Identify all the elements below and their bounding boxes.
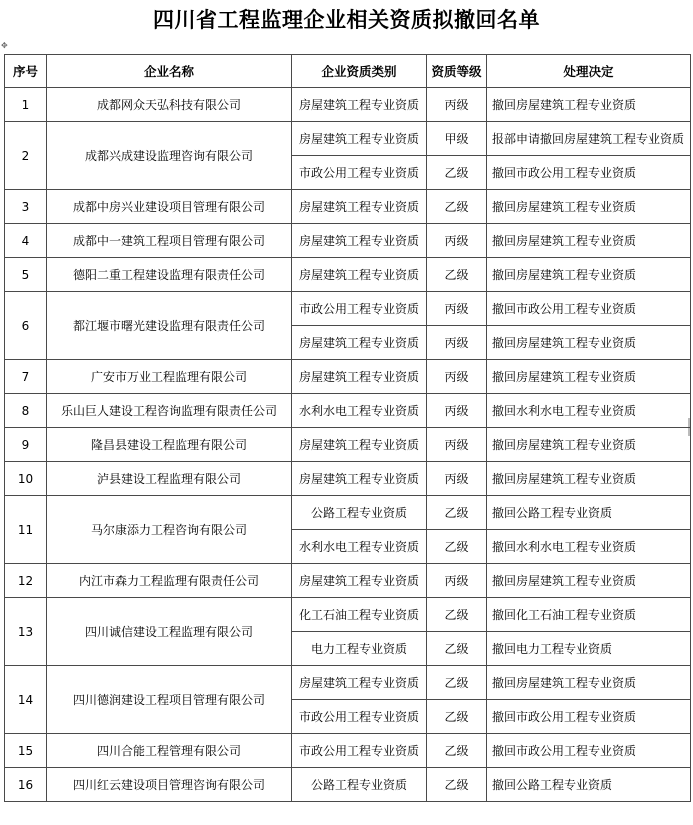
table-row	[5, 564, 691, 598]
cell-no: 16	[5, 768, 47, 802]
cell-company-name: 都江堰市曙光建设监理有限责任公司	[47, 292, 292, 360]
cell-category: 水利水电工程专业资质	[292, 530, 427, 564]
cell-category: 房屋建筑工程专业资质	[292, 564, 427, 598]
cell-decision: 撤回房屋建筑工程专业资质	[487, 224, 691, 258]
header-grade: 资质等级	[427, 55, 487, 88]
table-row	[5, 88, 691, 122]
table-row	[5, 394, 691, 428]
cell-company-name: 马尔康添力工程咨询有限公司	[47, 496, 292, 564]
cell-no: 11	[5, 496, 47, 564]
cell-category: 市政公用工程专业资质	[292, 700, 427, 734]
cell-decision: 撤回市政公用工程专业资质	[487, 700, 691, 734]
cell-grade: 丙级	[427, 326, 487, 360]
cell-no: 8	[5, 394, 47, 428]
cell-company-name: 内江市森力工程监理有限责任公司	[47, 564, 292, 598]
cell-category: 房屋建筑工程专业资质	[292, 190, 427, 224]
cell-grade: 丙级	[427, 224, 487, 258]
cell-category: 房屋建筑工程专业资质	[292, 258, 427, 292]
cell-company-name: 德阳二重工程建设监理有限责任公司	[47, 258, 292, 292]
cell-company-name: 成都网众天弘科技有限公司	[47, 88, 292, 122]
cell-category: 水利水电工程专业资质	[292, 394, 427, 428]
cell-grade: 丙级	[427, 292, 487, 326]
table-row	[5, 666, 691, 700]
cell-no: 14	[5, 666, 47, 734]
cell-category: 电力工程专业资质	[292, 632, 427, 666]
cell-no: 15	[5, 734, 47, 768]
cell-category: 房屋建筑工程专业资质	[292, 122, 427, 156]
cell-no: 10	[5, 462, 47, 496]
cell-no: 13	[5, 598, 47, 666]
cell-company-name: 成都兴成建设监理咨询有限公司	[47, 122, 292, 190]
cell-decision: 撤回房屋建筑工程专业资质	[487, 462, 691, 496]
cell-grade: 丙级	[427, 564, 487, 598]
page-title: 四川省工程监理企业相关资质拟撤回名单	[153, 8, 540, 32]
cell-grade: 丙级	[427, 88, 487, 122]
cell-no: 6	[5, 292, 47, 360]
anchor-icon: ✥	[1, 41, 8, 50]
cell-category: 房屋建筑工程专业资质	[292, 326, 427, 360]
cell-category: 市政公用工程专业资质	[292, 156, 427, 190]
cell-no: 7	[5, 360, 47, 394]
cell-company-name: 隆昌县建设工程监理有限公司	[47, 428, 292, 462]
cell-decision: 撤回房屋建筑工程专业资质	[487, 190, 691, 224]
cell-no: 2	[5, 122, 47, 190]
cell-decision: 撤回房屋建筑工程专业资质	[487, 258, 691, 292]
cell-decision: 撤回电力工程专业资质	[487, 632, 691, 666]
cell-company-name: 四川红云建设项目管理咨询有限公司	[47, 768, 292, 802]
cell-decision: 撤回水利水电工程专业资质	[487, 530, 691, 564]
table-row	[5, 122, 691, 156]
table-body	[5, 88, 691, 802]
cell-company-name: 成都中房兴业建设项目管理有限公司	[47, 190, 292, 224]
cell-category: 房屋建筑工程专业资质	[292, 666, 427, 700]
cell-category: 化工石油工程专业资质	[292, 598, 427, 632]
cell-grade: 丙级	[427, 462, 487, 496]
table-row	[5, 462, 691, 496]
cell-decision: 报部申请撤回房屋建筑工程专业资质	[487, 122, 691, 156]
cell-grade: 乙级	[427, 632, 487, 666]
cell-decision: 撤回房屋建筑工程专业资质	[487, 428, 691, 462]
table-row	[5, 734, 691, 768]
cell-company-name: 成都中一建筑工程项目管理有限公司	[47, 224, 292, 258]
cell-category: 房屋建筑工程专业资质	[292, 88, 427, 122]
table-row	[5, 768, 691, 802]
header-decision: 处理决定	[487, 55, 691, 88]
cell-category: 公路工程专业资质	[292, 496, 427, 530]
qualification-table	[4, 54, 691, 802]
cell-decision: 撤回水利水电工程专业资质	[487, 394, 691, 428]
cell-category: 房屋建筑工程专业资质	[292, 224, 427, 258]
cell-decision: 撤回房屋建筑工程专业资质	[487, 326, 691, 360]
cell-grade: 乙级	[427, 734, 487, 768]
cell-no: 1	[5, 88, 47, 122]
cell-no: 9	[5, 428, 47, 462]
cell-grade: 丙级	[427, 394, 487, 428]
cell-no: 5	[5, 258, 47, 292]
cell-category: 房屋建筑工程专业资质	[292, 462, 427, 496]
cell-grade: 丙级	[427, 428, 487, 462]
table-row	[5, 190, 691, 224]
table-row	[5, 258, 691, 292]
cell-company-name: 四川德润建设工程项目管理有限公司	[47, 666, 292, 734]
cell-grade: 乙级	[427, 258, 487, 292]
cell-company-name: 乐山巨人建设工程咨询监理有限责任公司	[47, 394, 292, 428]
cell-grade: 丙级	[427, 360, 487, 394]
cell-decision: 撤回市政公用工程专业资质	[487, 734, 691, 768]
table-row	[5, 428, 691, 462]
cell-decision: 撤回公路工程专业资质	[487, 768, 691, 802]
cell-grade: 乙级	[427, 598, 487, 632]
cell-category: 房屋建筑工程专业资质	[292, 360, 427, 394]
cell-no: 4	[5, 224, 47, 258]
cell-decision: 撤回市政公用工程专业资质	[487, 292, 691, 326]
table-row	[5, 360, 691, 394]
cell-grade: 乙级	[427, 156, 487, 190]
cell-grade: 乙级	[427, 768, 487, 802]
cell-decision: 撤回房屋建筑工程专业资质	[487, 88, 691, 122]
cell-decision: 撤回房屋建筑工程专业资质	[487, 360, 691, 394]
cell-category: 房屋建筑工程专业资质	[292, 428, 427, 462]
header-no: 序号	[5, 55, 47, 88]
cell-grade: 甲级	[427, 122, 487, 156]
cell-no: 12	[5, 564, 47, 598]
header-category: 企业资质类别	[292, 55, 427, 88]
header-name: 企业名称	[47, 55, 292, 88]
cell-decision: 撤回化工石油工程专业资质	[487, 598, 691, 632]
cell-grade: 乙级	[427, 530, 487, 564]
cell-decision: 撤回房屋建筑工程专业资质	[487, 564, 691, 598]
table-header-row	[5, 55, 691, 88]
cell-grade: 乙级	[427, 496, 487, 530]
cell-category: 公路工程专业资质	[292, 768, 427, 802]
cell-company-name: 四川诚信建设工程监理有限公司	[47, 598, 292, 666]
table-row	[5, 598, 691, 632]
cell-category: 市政公用工程专业资质	[292, 292, 427, 326]
table-row	[5, 292, 691, 326]
cell-company-name: 泸县建设工程监理有限公司	[47, 462, 292, 496]
cell-company-name: 广安市万业工程监理有限公司	[47, 360, 292, 394]
cell-company-name: 四川合能工程管理有限公司	[47, 734, 292, 768]
cell-grade: 乙级	[427, 190, 487, 224]
table-row	[5, 496, 691, 530]
cell-decision: 撤回公路工程专业资质	[487, 496, 691, 530]
table-row	[5, 224, 691, 258]
cell-decision: 撤回市政公用工程专业资质	[487, 156, 691, 190]
cell-category: 市政公用工程专业资质	[292, 734, 427, 768]
cell-decision: 撤回房屋建筑工程专业资质	[487, 666, 691, 700]
cell-grade: 乙级	[427, 666, 487, 700]
cell-grade: 乙级	[427, 700, 487, 734]
cell-no: 3	[5, 190, 47, 224]
